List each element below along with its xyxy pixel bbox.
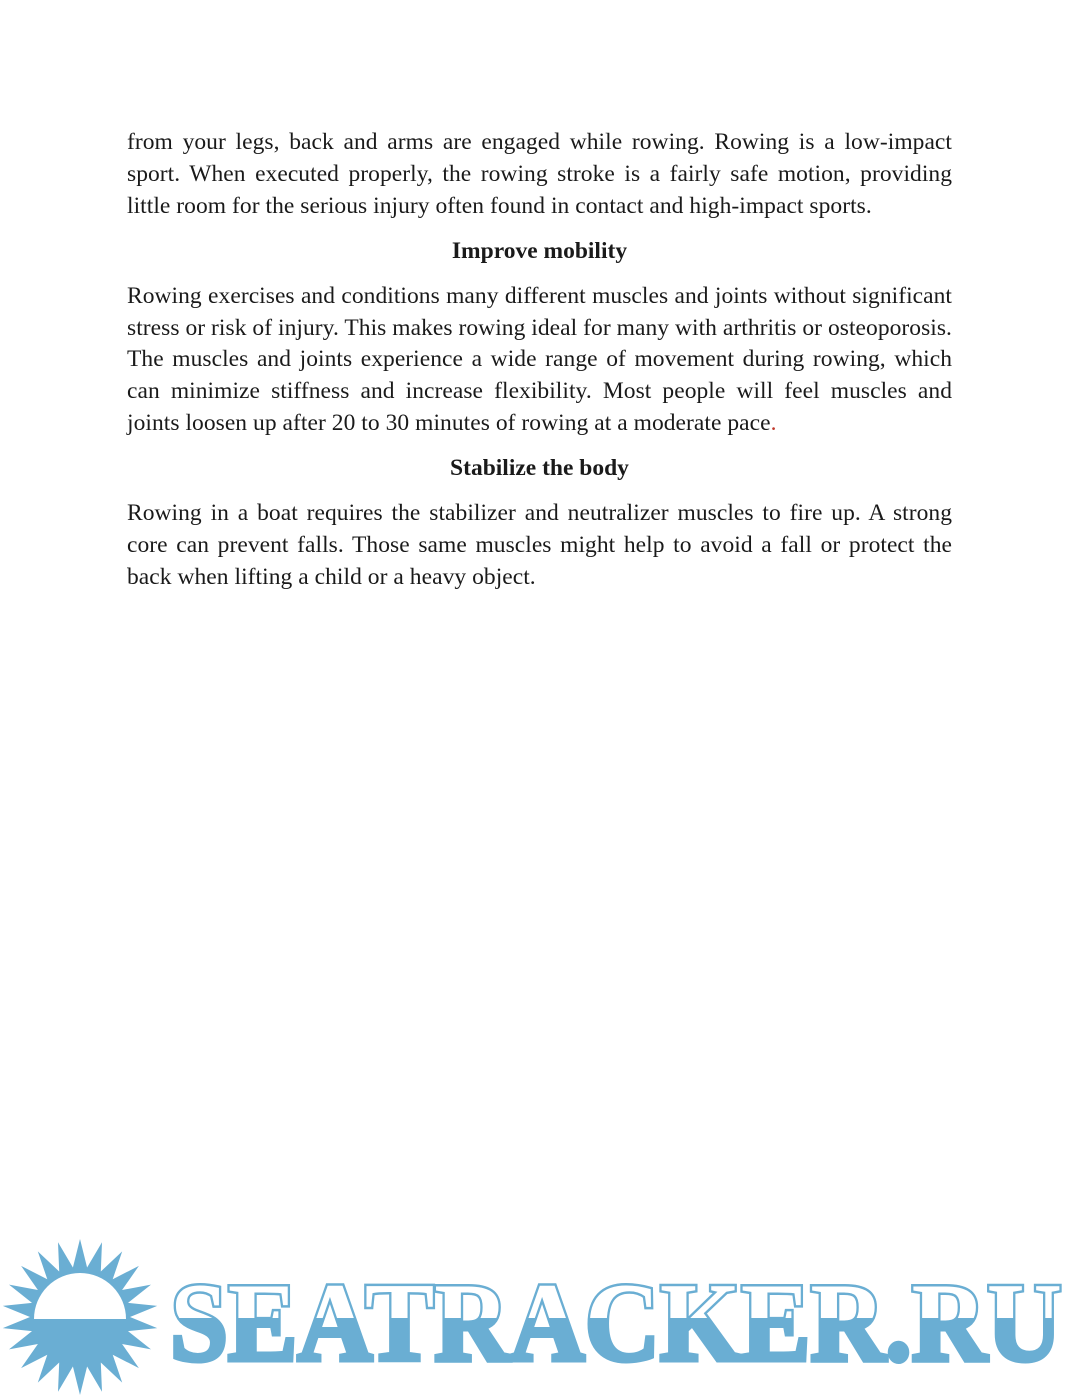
intro-paragraph: from your legs, back and arms are engaged while rowing. Rowing is a low-impact sport. When executed properly, the rowing stroke is a fairly safe motion, providing little room for the serious injury often found in contact and high-impact sports. (127, 129, 952, 219)
logo-wordmark: SEATRACKER.RU (170, 1261, 1062, 1385)
section-paragraph-mobility-period: . (770, 410, 777, 437)
section-paragraph-stabilize: Rowing in a boat requires the stabilizer and neutralizer muscles to fire up. A strong core can prevent falls. Those same muscles might help to avoid a fall or protect the back when lifting a child or a heavy object. (127, 500, 952, 590)
footer-logo (0, 1238, 1080, 1397)
section-heading-stabilize: Stabilize the body (450, 455, 629, 482)
section-heading-mobility: Improve mobility (451, 237, 628, 264)
document-body (127, 127, 952, 594)
section-paragraph-mobility-text: Rowing exercises and conditions many different muscles and joints without significant stress or risk of injury. This makes rowing ideal for many with arthritis or osteoporosis. The muscles and joints experience a wide range of movement during rowing, which can minimize stiffness and increase flexibility. Most people will feel muscles and joints loosen up after 20 to 30 minutes of rowing at a moderate pace (127, 282, 952, 437)
section-paragraph-mobility (127, 281, 952, 441)
sun-icon (3, 1239, 157, 1395)
footer-logo-graphic (0, 1238, 1080, 1397)
